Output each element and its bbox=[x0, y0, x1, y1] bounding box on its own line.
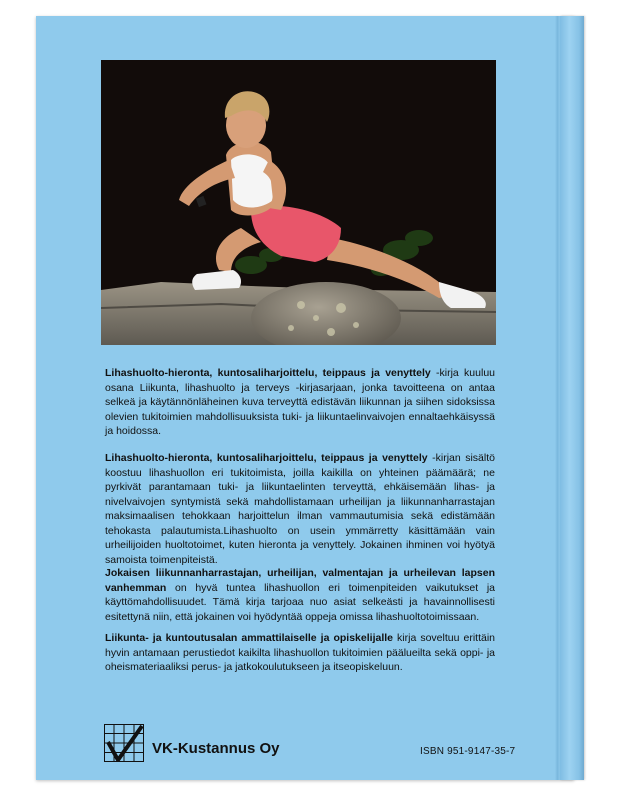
paragraph-2-body: -kirjan sisältö koostuu lihashuollon eri tukitoimista, joilla kaikilla on yhteinen päämäärä; ne pyrkivät parantamaan tuki- ja liikuntaelinten terveyttä, ehkäisemään lihas- ja nivelvaivojen syntymistä sekä mahdollistamaan urheilijan ja liikunnanharrastajan maksimaalisen tehokkaan harjoittelun ilman vammautumisia sekä edistämään tehokasta palautumista.Lihashuolto on usein ymmärretty käsittämään vain urheilijoiden huoltotoimet, kuten hieronta ja venyttely. Jokainen ihminen voi hyötyä samoista toimenpiteistä. bbox=[105, 452, 495, 566]
vk-grid-checkmark-logo-icon bbox=[104, 724, 144, 762]
paragraph-1-lead: Lihashuolto-hieronta, kuntosaliharjoittelu, teippaus ja venyttely bbox=[105, 367, 431, 379]
book-spine bbox=[560, 16, 584, 780]
description-paragraph-3 bbox=[105, 566, 495, 624]
paragraph-4-lead: Liikunta- ja kuntoutusalan ammattilaiselle ja opiskelijalle bbox=[105, 632, 394, 644]
paragraph-2-lead: Lihashuolto-hieronta, kuntosaliharjoittelu, teippaus ja venyttely bbox=[105, 452, 428, 464]
paragraph-4-body: kirja soveltuu erittäin hyvin antamaan perustiedot kaikilta lihashuollon tukitoimien päälueilta sekä oppi- ja oheismateriaaliksi perus- ja jatkokoulutukseen ja itseopiskeluun. bbox=[105, 632, 495, 673]
paragraph-1-body: -kirja kuuluu osana Liikunta, lihashuolto ja terveys -kirjasarjaan, jonka tavoitteena on antaa selkeä ja käytännönläheinen kuva terveyttä edistävän liikunnan ja siihen sidoksissa olevien tukitoimien mahdollisuuksista tuki- ja liikuntaelinvaivojen ennaltaehkäisyssä ja hoidossa. bbox=[105, 367, 495, 437]
isbn-number: ISBN 951-9147-35-7 bbox=[420, 746, 516, 757]
woman-stretching-illustration bbox=[101, 60, 496, 345]
publisher-name: VK-Kustannus Oy bbox=[152, 740, 280, 757]
paragraph-3-lead: Jokaisen liikunnanharrastajan, urheilijan, valmentajan ja urheilevan lapsen vanhemman bbox=[105, 567, 495, 594]
description-paragraph-2 bbox=[105, 451, 495, 567]
description-paragraph-1 bbox=[105, 366, 495, 439]
cover-photo bbox=[101, 60, 496, 345]
paragraph-3-body: on hyvä tuntea lihashuollon eri toimenpiteiden vaikutukset ja käyttömahdollisuudet. Tämä kirja tarjoaa nuo asiat selkeästi ja havainnollisesti esitettynä niin, että jokainen voi hyödyntää oppeja omissa lihashuoltotoimissaan. bbox=[105, 581, 495, 623]
description-paragraph-4 bbox=[105, 631, 495, 675]
